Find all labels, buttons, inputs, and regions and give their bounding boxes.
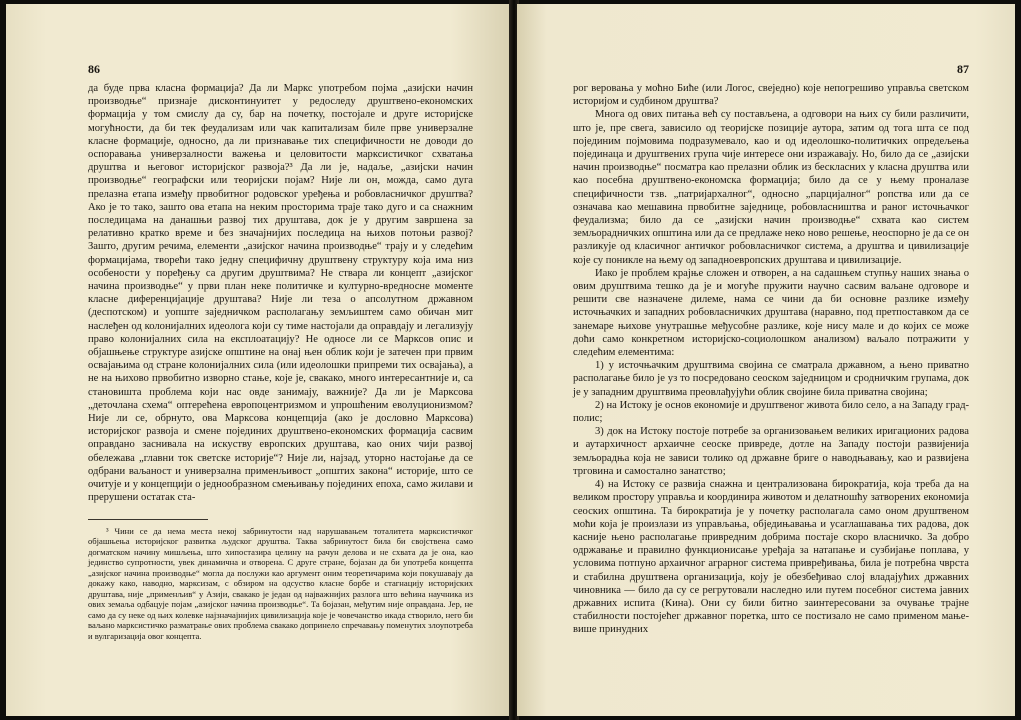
right-page <box>517 4 1015 716</box>
page-number-left: 86 <box>88 62 100 76</box>
right-page-body <box>573 82 969 637</box>
left-page <box>6 4 511 716</box>
list-item-4: 4) на Истоку се развија снажна и централизована бирократија, која треба да на великом простору управља и координира животом и делатношћу затворених економија сеоских општина. Та бирократија је у почетку располагала само оном друштвеном моћи која је произлази из управљања, обједињавања и усаглашавања тих радова, док касније њено располагање привредним добрима постаје скоро власничко. За добро одржавање и правилно функционисање уређаја за натапање и сузбијање поплава, у условима потпуно архаичног аграрног система привређивања, била је потребна чврста и стабилна друштвена организација, коју је обезбеђивао слој владајућих државних чиновника — било да су се регрутовали наследно или путем посебног система јавних државних испита (Кина). Они су били битно заинтересовани за очување трајне стабилности постојећег државног поретка, што се постизало не само применом мање-више принудних <box>573 479 969 636</box>
list-item-2: 2) на Истоку је основ економије и друштвеног живота било село, а на Западу град-полис; <box>573 399 969 425</box>
list-item-3: 3) док на Истоку постоје потребе за организовањем великих иригационих радова и аутархичност архаичне сеоске привреде, дотле на Западу постоји развијенија земљорадња која не зависи толико од државне бриге о наводњавању, као и развијена трговина и самостално занатство; <box>573 426 969 477</box>
left-paragraph-1: да буде прва класна формација? Да ли Маркс употребом појма „азијски начин производње“ признаје дисконтинуитет у редоследу друштвено-економских формација у том смислу да су, бар на почетку, постојале и друге историјске могућности, да би тек феудализам или чак капитализам биле прве универзалне класне формације, односно, да ли признавање тих специфичности не доводи до оспоравања универзалности важења и целовитости марксистичког схватања друштва и његовог историјског развоја?³ Да ли је, надаље, „азијски начин производње“ географски или теоријски појам? Није ли он, можда, само дуга прелазна етапа између првобитног родовског уређења и робовласничког друштва? Ако је то тако, зашто ова етапа на неким просторима траје тако дуго и са снажним последицама на данашњи развој тих друштава, док је у другим завршена за релативно кратко време и без значајнијих последица на њихов потоњи развој? Зашто, другим речима, елементи „азијског начина производње“ трају и у следећим формацијама, творећи тако једну специфичну друштвену структуру која има низ особености у поређењу са другим друштвима? Не стварa ли концепт „азијског начина производње“ у први план неке политичке и културно-вредносне моменте класне диференцијације друштава? Није ли теза о апсолутном државном (деспотском) и уопште заједничком располагању земљиштем само обичан мит наслеђен од колонијалних идеолога који су тиме настојали да оправдају и легализују право колонијалних сила на експлоатацију? Не односе ли се Марксов опис и објашњење структуре азијске општине на онај њен облик који је затечен при првим освајањима од стране колонијалних сила (или идеолошки припреми тих освајања), а не на њихово првобитно изворно стање, које је, свакако, много интересантније и, са становишта проблема који нас овде занимају, важније? Да ли је Марксова „деточлана схема“ оптерећена европоцентризмом и упрошћеним еволуционизмом? Није ли се, обрнуто, ова Марксова концепција (ако је дословно Марксова) историјског развоја и смене појединих друштвено-економских формација сасвим оправдано заснивала на искуству европских друштава, као оних чији развој обележава „главни ток светске историје“? Није ли, најзад, уторно настојање да се одбрани ваљаност и универзална применљивост „општих закона“ историје, што се очитује и у концепцији о једнообразном смењивању појединих епоха, само жилави и прерушени остатак ста- <box>88 83 473 504</box>
right-paragraph-2: Многа од ових питања већ су постављена, а одговори на њих су били различити, што је, пре свега, зависило од теоријске позиције аутора, затим од тога шта се под појединим појмовима подразумевало, као и од идеолошко-политичких опредељења појединаца и друштвених група чије интересе они изражавају. Но, било да се „азијски начин производње“ посматра као прелазни облик из бескласних у класна друштва или као посебна друштвено-економска формација; било да се у њему проналазе специфичности тзв. „патријархалног“, односно „парцијалног“ ропства или да се означава као мешавина првобитне заједнице, робовласништва и раног источњачког феудализма; било да се „азијски начин производње“ схвата као систем земљорадничких општина или да се предлаже неко ново решење, неоспорно је да се он разликује од класичног античког робовласничког система, а друштва и цивилизације које су поникле на њему од западноевропских друштава и цивилизације. <box>573 109 969 266</box>
list-item-1: 1) у источњачким друштвима својина се сматрала државном, а њено приватно располагање било је уз то посредовано сеоском заједницом и сродничким групама, док је у западним друштвима преовлађујући облик својине била приватна својина; <box>573 360 969 398</box>
right-paragraph-1: рог веровања у моћно Биће (или Логос, свеједно) које непогрешиво управља светском историјом и судбином друштва? <box>573 83 969 108</box>
page-number-right: 87 <box>957 62 969 76</box>
right-paragraph-3: Иако је проблем крајње сложен и отворен, а на садашњем ступњу наших знања о овим друштвима тешко да је и могуће пружити научно сасвим ваљане одговоре и решити све назначене дилеме, нама се чини да би основне разлике између источњачких и западних робовласничких друштава (наравно, под претпоставком да се занемаре њихове унутрашње међусобне разлике, које нису мале и до којих се може доћи само конкретном историјско-социолошком анализом) ваљало потражити у следећим елементима: <box>573 267 969 359</box>
footnote-separator <box>88 519 208 520</box>
left-page-body <box>88 82 473 641</box>
footnote: ³ Чини се да нема места некој забринутости над нарушавањем тоталитета марксистичког објашњења историјског развитка људског друштва. Таква забринутост била би својствена само догматском начину мишљења, што хипостазира целину на рачун делова и не схвата да је она, као јединство супротности, увек динамична и отворена. С друге стране, бојазан да би употреба концепта „азијског начина производње“ могла да послужи као аргумент оним теоретичарима који покушавају да докажу како, наводно, марксизам, с обзиром на одсуство класне борбе и стагнацију историјских друштава, није „применљив“ у Азији, свакако је један од најважнијих разлога што већина научника из ових земаља одбацује појам „азијског начина производње“. Та бојазан, међутим није оправдана. Јер, не само да су неке од њих колевке најзначајнијих цивилизација које је човечанство икада створило, него би ваљано марксистичко разматрање ових проблема свакако допринело спречавању поменутих злоупотреба и вулгаризација овог концепта. <box>88 525 473 641</box>
